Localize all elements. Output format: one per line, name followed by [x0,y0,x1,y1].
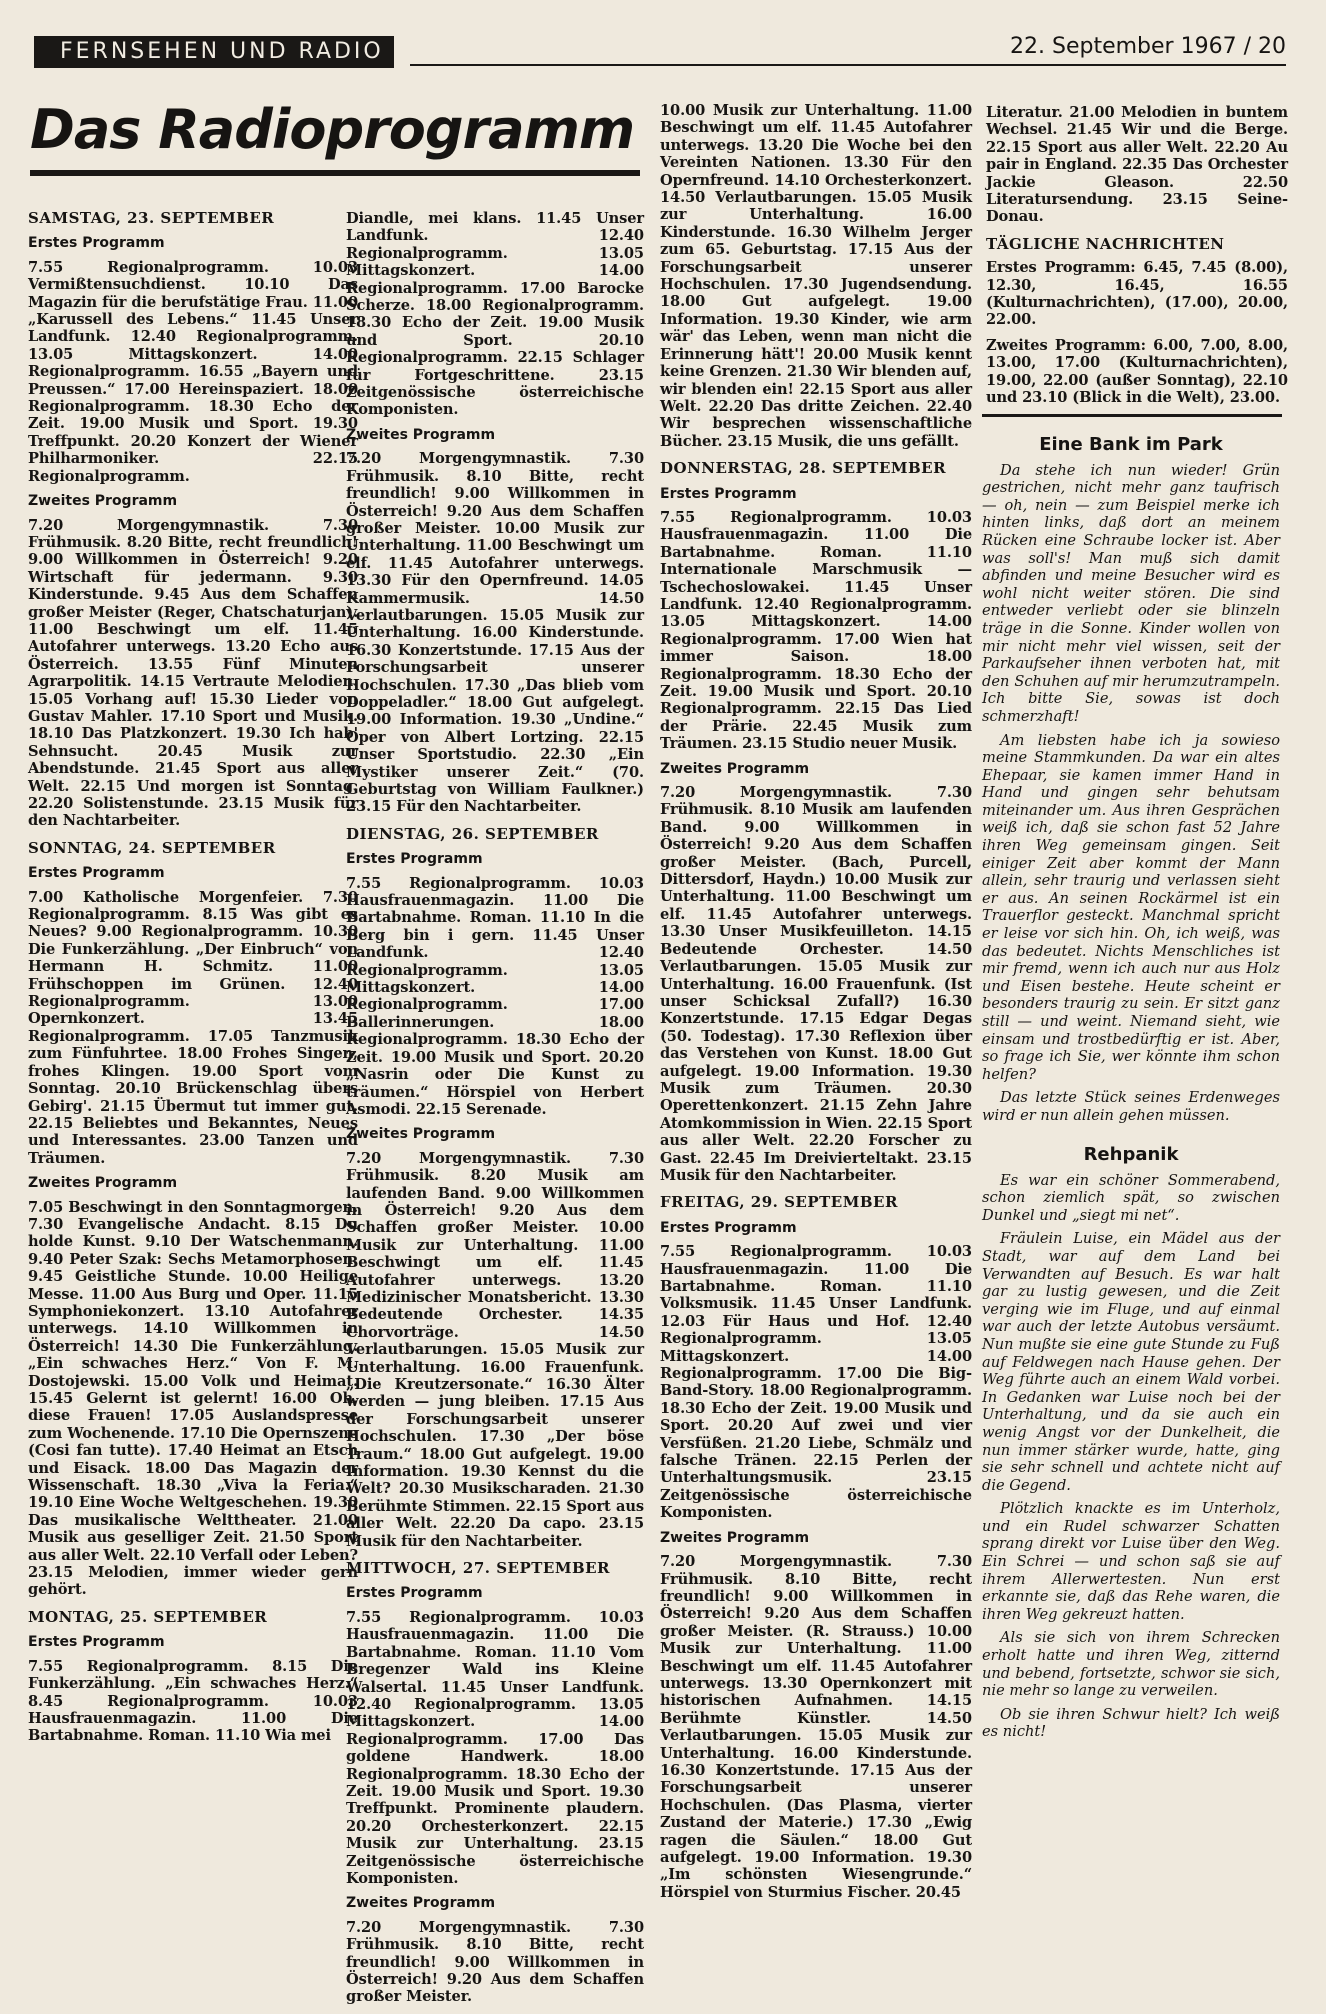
day-heading: DONNERSTAG, 28. SEPTEMBER [660,459,947,478]
story-paragraph: Plötzlich knackte es im Unterholz, und ein Rudel schwarzer Schatten sprang direkt vor Luise über den Weg. Ein Schrei — und schon saß sie auf ihrem Allerwertesten. Nun erst erkannte sie, daß das Rehe waren, die ihren Weg gekreuzt hatten. [982,1500,1280,1623]
story-paragraph: Das letzte Stück seines Erdenweges wird er nun allein gehen müssen. [982,1089,1280,1124]
story-paragraph: Fräulein Luise, ein Mädel aus der Stadt, war auf dem Land bei Verwandten auf Besuch. Es war halt gar zu lustig gewesen, und die Zeit verging wie im Fluge, und auf einmal war auch der letzte Autobus versäumt. Nun mußte sie eine gute Stunde zu Fuß auf Feldwegen nach Hause gehen. Der Weg führte auch an einem Wald vorbei. In Gedanken war Luise noch bei der Unterhaltung, und da sie auch ein wenig Angst vor der Dunkelheit, die nun immer stärker wurde, hatte, ging sie sehr schnell und achtete nicht auf die Gegend. [982,1230,1280,1494]
program-text: 7.20 Morgengymnastik. 7.30 Frühmusik. 8.10 Musik am laufenden Band. 9.00 Willkommen in Österreich! 9.20 Aus dem Schaffen großer Meister. (Bach, Purcell, Dittersdorf, Haydn.) 10.00 Musik zur Unterhaltung. 11.00 Beschwingt um elf. 11.45 Autofahrer unterwegs. 13.30 Unser Musikfeuilleton. 14.15 Bedeutende Orchester. 14.50 Verlautbarungen. 15.05 Musik zur Unterhaltung. 16.00 Frauenfunk. (Ist unser Schicksal Zufall?) 16.30 Konzertstunde. 17.15 Edgar Degas (50. Todestag). 17.30 Reflexion über das Verstehen von Kunst. 18.00 Gut aufgelegt. 19.00 Information. 19.30 Musik zum Träumen. 20.30 Operettenkonzert. 21.15 Zehn Jahre Atomkommission in Wien. 22.15 Sport aus aller Welt. 22.20 Forscher zu Gast. 22.45 Im Dreivierteltakt. 23.15 Musik für den Nachtarbeiter. [660,784,972,1184]
title-rule [30,170,640,176]
program-text: 7.20 Morgengymnastik. 7.30 Frühmusik. 8.10 Bitte, recht freundlich! 9.00 Willkommen in Österreich! 9.20 Aus dem Schaffen großer Meister. 10.00 Musik zur Unterhaltung. 11.00 Beschwingt um elf. 11.45 Autofahrer unterwegs. 13.30 Für den Opernfreund. 14.05 Kammermusik. 14.50 Verlautbarungen. 15.05 Musik zur Unterhaltung. 16.00 Kinderstunde. 16.30 Konzertstunde. 17.15 Aus der Forschungsarbeit unserer Hochschulen. 17.30 „Das blieb vom Doppeladler.“ 18.00 Gut aufgelegt. 19.00 Information. 19.30 „Undine.“ Oper von Albert Lortzing. 22.15 Unser Sportstudio. 22.30 „Ein Mystiker unserer Zeit.“ (70. Geburtstag von William Faulkner.) 23.15 Für den Nachtarbeiter. [346,450,644,816]
page-number: / 20 [1243,34,1286,59]
story-bank-im-park [982,436,1280,1131]
program-text: 7.20 Morgengymnastik. 7.30 Frühmusik. 8.10 Bitte, recht freundlich! 9.00 Willkommen in Österreich! 9.20 Aus dem Schaffen großer Meister. (R. Strauss.) 10.00 Musik zur Unterhaltung. 11.00 Beschwingt um elf. 11.45 Autofahrer unterwegs. 13.30 Opernkonzert mit historischen Aufnahmen. 14.15 Berühmte Künstler. 14.50 Verlautbarungen. 15.05 Musik zur Unterhaltung. 16.00 Kinderstunde. 16.30 Konzertstunde. 17.15 Aus der Forschungsarbeit unserer Hochschulen. (Das Plasma, vierter Zustand der Materie.) 17.30 „Ewig ragen die Säulen.“ 18.00 Gut aufgelegt. 19.00 Information. 19.30 „Im schönsten Wiesengrunde.“ Hörspiel von Sturmius Fischer. 20.45 [660,1553,972,1901]
program-text: 7.05 Beschwingt in den Sonntagmorgen. 7.30 Evangelische Andacht. 8.15 Du holde Kunst. 9.10 Der Watschenmann. 9.40 Peter Szak: Sechs Metamorphosen. 9.45 Geistliche Stunde. 10.00 Heilige Messe. 11.00 Aus Burg und Oper. 11.15 Symphoniekonzert. 13.10 Autofahrer unterwegs. 14.10 Willkommen in Österreich! 14.30 Die Funkerzählung. „Ein schwaches Herz.“ Von F. M. Dostojewski. 15.00 Volk und Heimat. 15.45 Gelernt ist gelernt! 16.00 Oh, diese Frauen! 17.05 Auslandspresse zum Wochenende. 17.10 Die Opernszene (Cosi fan tutte). 17.40 Heimat an Etsch und Eisack. 18.00 Das Magazin der Wissenschaft. 18.30 „Viva la Feria.“ 19.10 Eine Woche Weltgeschehen. 19.30 Das musikalische Welttheater. 21.00 Musik aus geselliger Zeit. 21.50 Sport aus aller Welt. 22.10 Verfall oder Leben? 23.15 Melodien, immer wieder gern gehört. [28,1198,358,1599]
story-paragraph: Ob sie ihren Schwur hielt? Ich weiß es nicht! [982,1705,1280,1741]
program-heading: Erstes Programm [660,1219,797,1236]
header-rule [410,64,1286,66]
section-label: FERNSEHEN UND RADIO [34,36,394,68]
program-text: 10.00 Musik zur Unterhaltung. 11.00 Beschwingt um elf. 11.45 Autofahrer unterwegs. 13.20 Die Woche bei den Vereinten Nationen. 13.30 Für den Opernfreund. 14.10 Orchesterkonzert. 14.50 Verlautbarungen. 15.05 Musik zur Unterhaltung. 16.00 Kinderstunde. 16.30 Wilhelm Jerger zum 65. Geburtstag. 17.15 Aus der Forschungsarbeit unserer Hochschulen. 17.30 Jugendsendung. 18.00 Gut aufgelegt. 19.00 Information. 19.30 Kinder, wie arm wär' das Leben, wenn man nicht die Erinnerung hätt'! 20.00 Musik kennt keine Grenzen. 21.30 Wir blenden auf, wir blenden ein! 22.15 Sport aus aller Welt. 22.20 Das dritte Zeichen. 22.40 Wir besprechen wissenschaftliche Bücher. 23.15 Musik, die uns gefällt. [660,102,972,450]
program-heading: Zweites Programm [28,493,178,510]
news-heading: TÄGLICHE NACHRICHTEN [986,234,1225,253]
day-heading: SAMSTAG, 23. SEPTEMBER [28,209,275,227]
program-text: 7.20 Morgengymnastik. 7.30 Frühmusik. 8.20 Musik am laufenden Band. 9.00 Willkommen in Österreich! 9.20 Aus dem Schaffen großer Meister. 10.00 Musik zur Unterhaltung. 11.00 Beschwingt um elf. 11.45 Autofahrer unterwegs. 13.20 Medizinischer Monatsbericht. 13.30 Bedeutende Orchester. 14.35 Chorvorträge. 14.50 Verlautbarungen. 15.05 Musik zur Unterhaltung. 16.00 Frauenfunk. „Die Kreutzersonate.“ 16.30 Älter werden — jung bleiben. 17.15 Aus der Forschungsarbeit unserer Hochschulen. 17.30 „Der böse Traum.“ 18.00 Gut aufgelegt. 19.00 Information. 19.30 Kennst du die Welt? 20.30 Musikscharaden. 21.30 Berühmte Stimmen. 22.15 Sport aus aller Welt. 22.20 Da capo. 23.15 Musik für den Nachtarbeiter. [346,1149,644,1550]
program-text: 7.20 Morgengymnastik. 7.30 Frühmusik. 8.10 Bitte, recht freundlich! 9.00 Willkommen in Österreich! 9.20 Aus dem Schaffen großer Meister. [346,1918,644,2006]
page-header [30,36,1286,72]
program-heading: Zweites Programm [660,760,810,777]
program-text: 7.55 Regionalprogramm. 10.03 Hausfrauenmagazin. 11.00 Die Bartabnahme. Roman. 11.10 Internationale Marschmusik — Tschechoslowakei. 11.45 Unser Landfunk. 12.40 Regionalprogramm. 13.05 Mittagskonzert. 14.00 Regionalprogramm. 17.00 Wien hat immer Saison. 18.00 Regionalprogramm. 18.30 Echo der Zeit. 19.00 Musik und Sport. 20.10 Regionalprogramm. 22.15 Das Lied der Prärie. 22.45 Musik zum Träumen. 23.15 Studio neuer Musik. [660,508,972,753]
program-heading: Zweites Programm [346,1126,496,1143]
program-heading: Erstes Programm [28,865,165,882]
day-heading: FREITAG, 29. SEPTEMBER [660,1193,898,1212]
program-text: 7.20 Morgengymnastik. 7.30 Frühmusik. 8.20 Bitte, recht freundlich! 9.00 Willkommen in Österreich! 9.20 Wirtschaft für jedermann. 9.30 Kinderstunde. 9.45 Aus dem Schaffen großer Meister (Reger, Chatschaturjan). 11.00 Beschwingt um elf. 11.45 Autofahrer unterwegs. 13.20 Echo aus Österreich. 13.55 Fünf Minuten Agrarpolitik. 14.15 Vertraute Melodien. 15.05 Vorhang auf! 15.30 Lieder von Gustav Mahler. 17.10 Sport und Musik. 18.10 Das Platzkonzert. 19.30 Ich hab' Sehnsucht. 20.45 Musik zur Abendstunde. 21.45 Sport aus aller Welt. 22.15 Und morgen ist Sonntag. 22.20 Solistenstunde. 23.15 Musik für den Nachtarbeiter. [28,516,358,830]
program-text: 7.55 Regionalprogramm. 8.15 Die Funkerzählung. „Ein schwaches Herz.“ 8.45 Regionalprogramm. 10.03 Hausfrauenmagazin. 11.00 Die Bartabnahme. Roman. 11.10 Wia mei [28,1657,358,1745]
story-paragraph: Am liebsten habe ich ja sowieso meine Stammkunden. Da war ein altes Ehepaar, sie kamen immer Hand in Hand und gingen sehr behutsam miteinander um. Aus ihren Gesprächen weiß ich, daß sie schon fast 52 Jahre ihren Weg gemeinsam gingen. Seit einiger Zeit aber kommt der Mann allein, sehr traurig und verlassen sieht er aus. An seinen Rockärmel ist ein Trauerflor gesteckt. Manchmal spricht er leise vor sich hin. Oh, ich weiß, was das bedeutet. Nichts Menschliches ist mir fremd, wenn ich auch nur aus Holz und Eisen bestehe. Heute scheint er besonders traurig zu sein. Er sitzt ganz still — und weint. Niemand sieht, wie einsam und trostbedürftig er ist. Aber, so frage ich Sie, wer könnte ihm schon helfen? [982,731,1280,1083]
news-first-program: Erstes Programm: 6.45, 7.45 (8.00), 12.30, 16.45, 16.55 (Kulturnachrichten), (17.00), 20.00, 22.00. [986,259,1288,329]
program-heading: Zweites Programm [346,426,496,443]
column-4 [982,104,1288,415]
program-heading: Erstes Programm [660,485,797,502]
story-rehpanik [982,1146,1280,1747]
day-heading: DIENSTAG, 26. SEPTEMBER [346,824,599,843]
program-text: 7.00 Katholische Morgenfeier. 7.30 Regionalprogramm. 8.15 Was gibt es Neues? 9.00 Regionalprogramm. 10.30 Die Funkerzählung. „Der Einbruch“ von Hermann H. Schmitz. 11.00 Frühschoppen im Grünen. 12.40 Regionalprogramm. 13.00 Opernkonzert. 13.45 Regionalprogramm. 17.05 Tanzmusik zum Fünfuhrtee. 18.00 Frohes Singen, frohes Klingen. 19.00 Sport vom Sonntag. 20.10 Brückenschlag übers Gebirg'. 21.15 Übermut tut immer gut. 22.15 Beliebtes und Bekanntes, Neues und Interessantes. 23.00 Tanzen und Träumen. [28,888,358,1167]
day-heading: MONTAG, 25. SEPTEMBER [28,1607,268,1626]
column-3 [656,102,972,1909]
story-paragraph: Als sie sich von ihrem Schrecken erholt hatte und ihren Weg, zitternd und bebend, fortsetzte, schwor sie sich, nie mehr so lange zu verweilen. [982,1629,1280,1700]
day-heading: SONNTAG, 24. SEPTEMBER [28,838,276,857]
story-title: Eine Bank im Park [1039,434,1223,455]
page-title: Das Radioprogramm [30,98,635,161]
program-text: Diandle, mei klans. 11.45 Unser Landfunk. 12.40 Regionalprogramm. 13.05 Mittagskonzert. 14.00 Regionalprogramm. 17.00 Barocke Scherze. 18.00 Regionalprogramm. 18.30 Echo der Zeit. 19.00 Musik und Sport. 20.10 Regionalprogramm. 22.15 Schlager für Fortgeschrittene. 23.15 Zeitgenössische österreichische Komponisten. [346,210,644,419]
program-heading: Zweites Programm [28,1175,178,1192]
story-title: Rehpanik [1083,1144,1179,1165]
program-text: 7.55 Regionalprogramm. 10.03 Hausfrauenmagazin. 11.00 Die Bartabnahme. Roman. 11.10 Volksmusik. 11.45 Unser Landfunk. 12.03 Für Haus und Hof. 12.40 Regionalprogramm. 13.05 Mittagskonzert. 14.00 Regionalprogramm. 17.00 Die Big-Band-Story. 18.00 Regionalprogramm. 18.30 Echo der Zeit. 19.00 Musik und Sport. 20.20 Auf zwei und vier Versfüßen. 21.20 Liebe, Schmälz und falsche Tränen. 22.15 Perlen der Unterhaltungsmusik. 23.15 Zeitgenössische österreichische Komponisten. [660,1243,972,1522]
story-paragraph: Es war ein schöner Sommerabend, schon ziemlich spät, so zwischen Dunkel und „siegt mi net“. [982,1171,1280,1224]
program-heading: Erstes Programm [346,1585,483,1602]
program-text: 7.55 Regionalprogramm. 10.03 Hausfrauenmagazin. 11.00 Die Bartabnahme. Roman. 11.10 Vom Bregenzer Wald ins Kleine Walsertal. 11.45 Unser Landfunk. 12.40 Regionalprogramm. 13.05 Mittagskonzert. 14.00 Regionalprogramm. 17.00 Das goldene Handwerk. 18.00 Regionalprogramm. 18.30 Echo der Zeit. 19.00 Musik und Sport. 19.30 Treffpunkt. Prominente plaudern. 20.20 Orchesterkonzert. 22.15 Musik zur Unterhaltung. 23.15 Zeitgenössische österreichische Komponisten. [346,1608,644,1887]
program-text: 7.55 Regionalprogramm. 10.03 Hausfrauenmagazin. 11.00 Die Bartabnahme. Roman. 11.10 In die Berg bin i gern. 11.45 Unser Landfunk. 12.40 Regionalprogramm. 13.05 Mittagskonzert. 14.00 Regionalprogramm. 17.00 Ballerinnerungen. 18.00 Regionalprogramm. 18.30 Echo der Zeit. 19.00 Musik und Sport. 20.20 „Nasrin oder Die Kunst zu träumen.“ Hörspiel von Herbert Asmodi. 22.15 Serenade. [346,874,644,1118]
program-heading: Erstes Programm [28,235,165,252]
program-text: Literatur. 21.00 Melodien in buntem Wechsel. 21.45 Wir und die Berge. 22.15 Sport aus aller Welt. 22.20 Au pair in England. 22.35 Das Orchester Jackie Gleason. 22.50 Literatursendung. 23.15 Seine-Donau. [986,104,1288,226]
day-heading: MITTWOCH, 27. SEPTEMBER [346,1559,611,1578]
news-second-program: Zweites Programm: 6.00, 7.00, 8.00, 13.00, 17.00 (Kulturnachrichten), 19.00, 22.00 (außer Sonntag), 22.10 und 23.10 (Blick in die Welt), 23.00. [986,336,1288,407]
program-heading: Zweites Programm [660,1529,810,1546]
issue-date: 22. September 1967 [1010,34,1237,59]
program-heading: Erstes Programm [28,1634,165,1651]
story-paragraph: Da stehe ich nun wieder! Grün gestrichen, nicht mehr ganz taufrisch — oh, nein — zum Beispiel merke ich hinten links, daß dort an meinem Rücken eine Schraube locker ist. Aber was soll's! Man muß sich damit abfinden und meine Besucher wird es wohl nicht weiter stören. Die sind entweder verliebt oder sie blinzeln träge in die Sonne. Kinder wollen von mir nicht mehr viel wissen, seit der Parkaufseher ihnen verboten hat, mit den Schuhen auf mir herumzutrampeln. Ich bitte Sie, sowas ist doch schmerzhaft! [982,461,1280,725]
column-2 [342,210,644,2014]
program-heading: Zweites Programm [346,1895,496,1912]
column-divider-rule [982,414,1282,417]
program-heading: Erstes Programm [346,851,483,868]
column-1 [28,200,358,1753]
header-date [1000,34,1286,59]
program-text: 7.55 Regionalprogramm. 10.03 Vermißtensuchdienst. 10.10 Das Magazin für die berufstätige Frau. 11.00 „Karussell des Lebens.“ 11.45 Unser Landfunk. 12.40 Regionalprogramm. 13.05 Mittagskonzert. 14.00 Regionalprogramm. 16.55 „Bayern und Preussen.“ 17.00 Hereinspaziert. 18.00 Regionalprogramm. 18.30 Echo der Zeit. 19.00 Musik und Sport. 19.30 Treffpunkt. 20.20 Konzert der Wiener Philharmoniker. 22.15 Regionalprogramm. [28,258,358,485]
